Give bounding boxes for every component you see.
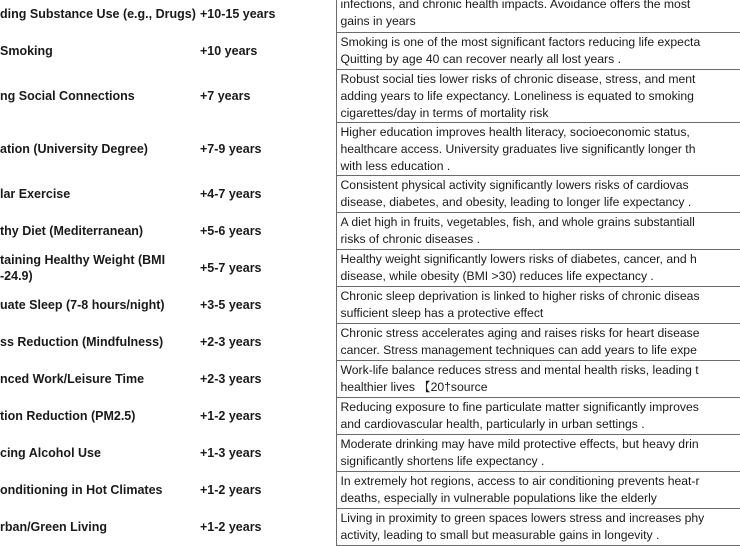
factor-cell[interactable]	[0, 122, 196, 175]
years-gained-cell[interactable]	[196, 323, 336, 360]
years-gained-value: +7 years	[200, 89, 250, 103]
description-cell[interactable]	[336, 69, 740, 122]
table-row	[0, 32, 740, 69]
description-line: In extremely hot regions, access to air conditioning prevents heat-r	[341, 473, 740, 490]
factor-label: thy Diet (Mediterranean)	[0, 223, 196, 239]
factor-cell[interactable]	[0, 508, 196, 545]
factor-cell[interactable]	[0, 471, 196, 508]
description-line: and cardiovascular health, particularly in urban settings .	[341, 416, 740, 433]
years-gained-value: +5-7 years	[200, 261, 262, 275]
description-line: healthier lives 【20†source	[341, 379, 740, 396]
years-gained-value: +1-2 years	[200, 409, 262, 423]
description-cell[interactable]	[336, 397, 740, 434]
description-line: gains in years	[341, 13, 740, 30]
description-cell[interactable]	[336, 434, 740, 471]
description-line: deaths, especially in vulnerable populations like the elderly	[341, 490, 740, 507]
factor-cell[interactable]	[0, 323, 196, 360]
description-cell[interactable]	[336, 286, 740, 323]
factor-label: ss Reduction (Mindfulness)	[0, 334, 196, 350]
years-gained-cell[interactable]	[196, 175, 336, 212]
description-cell[interactable]	[336, 175, 740, 212]
description-line: healthcare access. University graduates live significantly longer th	[341, 141, 740, 158]
years-gained-cell[interactable]	[196, 360, 336, 397]
years-gained-value: +4-7 years	[200, 187, 262, 201]
description-cell[interactable]	[336, 122, 740, 175]
description-line: adding years to life expectancy. Loneliness is equated to smoking	[341, 88, 740, 105]
factor-cell[interactable]	[0, 360, 196, 397]
table-row	[0, 323, 740, 360]
description-line: Chronic sleep deprivation is linked to higher risks of chronic diseas	[341, 288, 740, 305]
description-line: Higher education improves health literacy, socioeconomic status,	[341, 124, 740, 141]
factor-cell[interactable]	[0, 69, 196, 122]
description-cell[interactable]	[336, 212, 740, 249]
table-row	[0, 122, 740, 175]
years-gained-cell[interactable]	[196, 249, 336, 286]
factor-cell[interactable]	[0, 397, 196, 434]
table-row	[0, 508, 740, 545]
table-row	[0, 397, 740, 434]
description-cell[interactable]	[336, 32, 740, 69]
factor-cell[interactable]	[0, 249, 196, 286]
factor-label: uate Sleep (7-8 hours/night)	[0, 297, 196, 313]
years-gained-cell[interactable]	[196, 0, 336, 32]
description-line: disease, diabetes, and obesity, leading to longer life expectancy .	[341, 194, 740, 211]
factor-label-continued: -24.9)	[0, 268, 196, 284]
description-cell[interactable]	[336, 471, 740, 508]
description-cell[interactable]	[336, 360, 740, 397]
factor-label: Smoking	[0, 43, 196, 59]
description-line: Chronic stress accelerates aging and raises risks for heart disease	[341, 325, 740, 342]
factor-cell[interactable]	[0, 434, 196, 471]
description-line: Robust social ties lower risks of chronic disease, stress, and ment	[341, 71, 740, 88]
description-line: Healthy weight significantly lowers risks of diabetes, cancer, and h	[341, 251, 740, 268]
years-gained-cell[interactable]	[196, 69, 336, 122]
years-gained-value: +7-9 years	[200, 142, 262, 156]
years-gained-cell[interactable]	[196, 397, 336, 434]
years-gained-value: +3-5 years	[200, 298, 262, 312]
factor-label: cing Alcohol Use	[0, 445, 196, 461]
table-row	[0, 434, 740, 471]
factor-label: taining Healthy Weight (BMI	[0, 252, 196, 268]
description-line: Consistent physical activity significantly lowers risks of cardiovas	[341, 177, 740, 194]
years-gained-value: +1-2 years	[200, 483, 262, 497]
table-row	[0, 69, 740, 122]
table-row	[0, 249, 740, 286]
years-gained-value: +2-3 years	[200, 335, 262, 349]
description-line: Quitting by age 40 can recover nearly all lost years .	[341, 51, 740, 68]
description-line: cancer. Stress management techniques can add years to life expe	[341, 342, 740, 359]
years-gained-cell[interactable]	[196, 122, 336, 175]
years-gained-value: +10-15 years	[200, 7, 275, 21]
factor-label: rban/Green Living	[0, 519, 196, 535]
factor-label: ding Substance Use (e.g., Drugs)	[0, 6, 196, 22]
description-cell[interactable]	[336, 323, 740, 360]
description-line: Smoking is one of the most significant factors reducing life expecta	[341, 34, 740, 51]
years-gained-value: +5-6 years	[200, 224, 262, 238]
years-gained-cell[interactable]	[196, 32, 336, 69]
years-gained-value: +1-2 years	[200, 520, 262, 534]
description-line: risks of chronic diseases .	[341, 231, 740, 248]
years-gained-value: +10 years	[200, 44, 257, 58]
description-line: significantly shortens life expectancy .	[341, 453, 740, 470]
factor-cell[interactable]	[0, 286, 196, 323]
factor-label: ng Social Connections	[0, 88, 196, 104]
factor-label: ation (University Degree)	[0, 141, 196, 157]
years-gained-cell[interactable]	[196, 212, 336, 249]
years-gained-cell[interactable]	[196, 286, 336, 323]
factor-cell[interactable]	[0, 32, 196, 69]
table-row	[0, 212, 740, 249]
factor-label: nced Work/Leisure Time	[0, 371, 196, 387]
description-line: infections, and chronic health impacts. Avoidance offers the most	[341, 0, 740, 13]
description-line: disease, while obesity (BMI >30) reduces life expectancy .	[341, 268, 740, 285]
description-line: Work-life balance reduces stress and mental health risks, leading t	[341, 362, 740, 379]
table-row	[0, 175, 740, 212]
description-line: cigarettes/day in terms of mortality risk	[341, 105, 740, 122]
description-line: activity, leading to small but measurable gains in longevity .	[341, 527, 740, 544]
factor-label: tion Reduction (PM2.5)	[0, 408, 196, 424]
description-line: A diet high in fruits, vegetables, fish, and whole grains substantiall	[341, 214, 740, 231]
description-cell[interactable]	[336, 508, 740, 545]
factor-label: onditioning in Hot Climates	[0, 482, 196, 498]
years-gained-cell[interactable]	[196, 471, 336, 508]
description-line: Reducing exposure to fine particulate matter significantly improves	[341, 399, 740, 416]
years-gained-cell[interactable]	[196, 508, 336, 545]
table-row	[0, 471, 740, 508]
description-cell[interactable]	[336, 0, 740, 32]
years-gained-cell[interactable]	[196, 434, 336, 471]
description-line: Moderate drinking may have mild protective effects, but heavy drin	[341, 436, 740, 453]
description-cell[interactable]	[336, 249, 740, 286]
years-gained-value: +2-3 years	[200, 372, 262, 386]
description-line: with less education .	[341, 158, 740, 175]
factor-cell[interactable]	[0, 212, 196, 249]
table-row	[0, 0, 740, 32]
factor-label: lar Exercise	[0, 186, 196, 202]
table-row	[0, 360, 740, 397]
years-gained-value: +1-3 years	[200, 446, 262, 460]
table-row	[0, 286, 740, 323]
factor-cell[interactable]	[0, 0, 196, 32]
factor-cell[interactable]	[0, 175, 196, 212]
description-line: Living in proximity to green spaces lowers stress and increases phy	[341, 510, 740, 527]
description-line: sufficient sleep has a protective effect	[341, 305, 740, 322]
